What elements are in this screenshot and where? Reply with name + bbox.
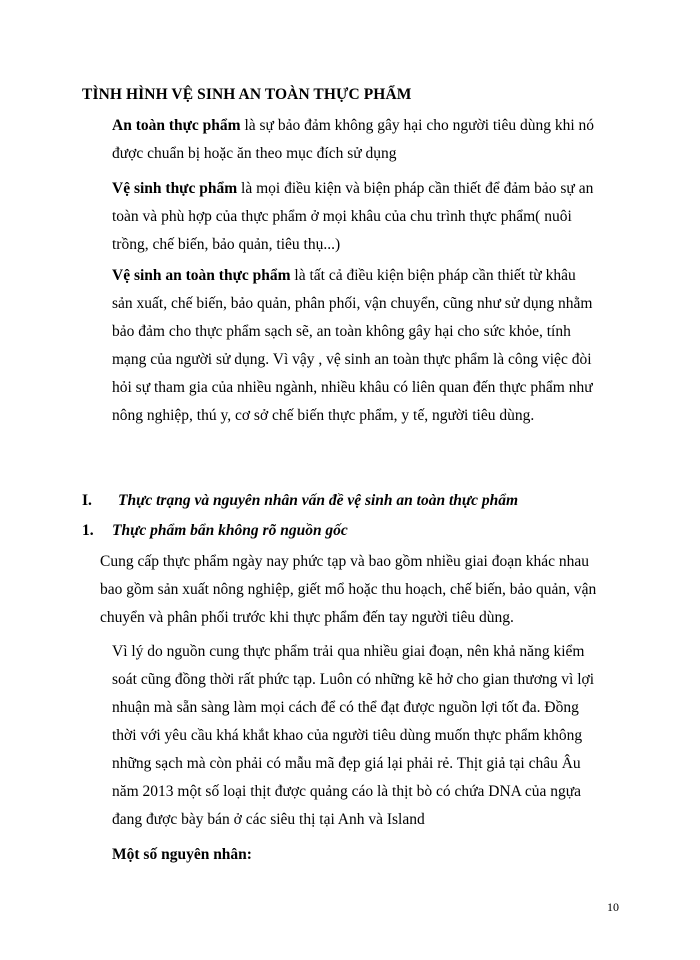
paragraph-control — [112, 638, 642, 834]
paragraph-line: soát cũng đồng thời rất phức tạp. Luôn có những kẽ hở cho gian thương vì lợi — [112, 671, 595, 688]
definition-line: sản xuất, chế biến, bảo quản, phân phối, vận chuyển, cũng như sử dụng nhằm — [112, 295, 593, 312]
definition-line: mạng của người sử dụng. Vì vậy , vệ sinh an toàn thực phẩm là công việc đòi — [112, 351, 592, 368]
definition-food-safety — [112, 112, 632, 168]
page-number: 10 — [607, 900, 619, 914]
section-title: Thực trạng và nguyên nhân vấn đề vệ sinh an toàn thực phẩm — [118, 492, 519, 509]
definition-food-hygiene — [112, 175, 632, 259]
definition-food-hygiene-safety — [112, 262, 642, 430]
paragraph-line: năm 2013 một số loại thịt được quảng cáo là thịt bò có chứa DNA của ngựa — [112, 783, 582, 800]
definition-first-line — [112, 112, 632, 140]
definition-first-line — [112, 262, 642, 290]
definition-term: Vệ sinh an toàn thực phẩm — [112, 267, 291, 284]
page-title: TÌNH HÌNH VỆ SINH AN TOÀN THỰC PHẨM — [82, 86, 412, 103]
definition-line: được chuẩn bị hoặc ăn theo mục đích sử dụng — [112, 145, 397, 162]
definition-line: hỏi sự tham gia của nhiều ngành, nhiều khâu có liên quan đến thực phẩm như — [112, 379, 593, 396]
definition-line: trồng, chế biến, bảo quản, tiêu thụ...) — [112, 236, 341, 253]
paragraph-supply-chain — [100, 548, 640, 632]
paragraph-line: nhuận mà sẵn sàng làm mọi cách để có thể đạt được nguồn lợi tốt đa. Đồng — [112, 699, 579, 716]
definition-text: là tất cả điều kiện biện pháp cần thiết từ khâu — [290, 267, 576, 284]
definition-term: Vệ sinh thực phẩm — [112, 180, 238, 197]
causes-heading: Một số nguyên nhân: — [112, 846, 252, 863]
definition-term: An toàn thực phẩm — [112, 117, 241, 134]
definition-line: toàn và phù hợp của thực phẩm ở mọi khâu của chu trình thực phẩm( nuôi — [112, 208, 572, 225]
paragraph-line: chuyển và phân phối trước khi thực phẩm đến tay người tiêu dùng. — [100, 609, 514, 626]
definition-text: là sự bảo đảm không gây hại cho người tiêu dùng khi nó — [240, 117, 595, 134]
paragraph-line: những sạch mà còn phải có mẫu mã đẹp giá lại phải rẻ. Thịt giả tại châu Âu — [112, 755, 581, 772]
section-number: I. — [82, 492, 92, 509]
subsection-number: 1. — [82, 522, 94, 539]
paragraph-line: đang được bày bán ở các siêu thị tại Anh và Island — [112, 811, 425, 828]
paragraph-line: bao gồm sản xuất nông nghiệp, giết mổ hoặc thu hoạch, chế biến, bảo quản, vận — [100, 581, 597, 598]
definition-line: bảo đảm cho thực phẩm sạch sẽ, an toàn không gây hại cho sức khỏe, tính — [112, 323, 571, 340]
paragraph-line: thời với yêu cầu khá khắt khao của người tiêu dùng muốn thực phẩm không — [112, 727, 583, 744]
definition-text: là mọi điều kiện và biện pháp cần thiết để đảm bảo sự an — [237, 180, 594, 197]
definition-line: nông nghiệp, thú y, cơ sở chế biến thực phẩm, y tế, người tiêu dùng. — [112, 407, 535, 424]
paragraph-line: Vì lý do nguồn cung thực phẩm trải qua nhiều giai đoạn, nên khả năng kiểm — [112, 643, 585, 660]
definition-first-line — [112, 175, 632, 203]
paragraph-line: Cung cấp thực phẩm ngày nay phức tạp và bao gồm nhiều giai đoạn khác nhau — [100, 553, 589, 570]
subsection-title: Thực phẩm bẩn không rõ nguồn gốc — [112, 522, 348, 539]
